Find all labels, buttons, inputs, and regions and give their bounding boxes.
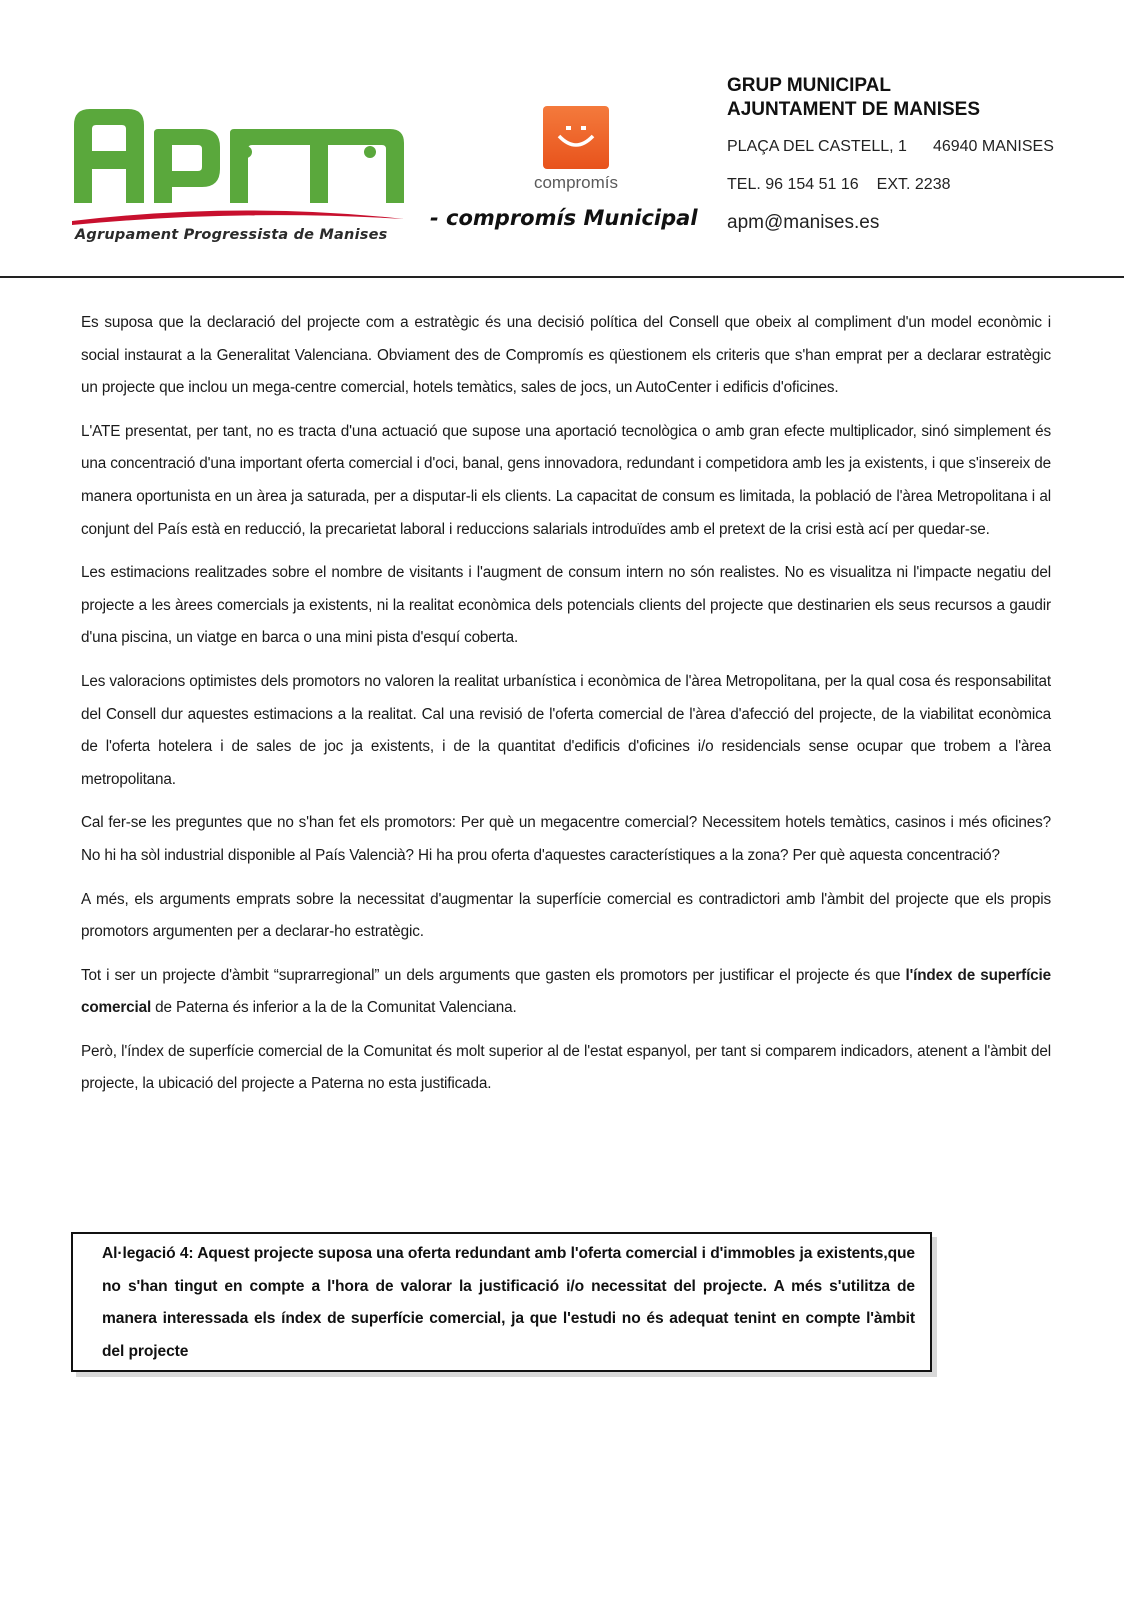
apm-logo	[70, 105, 415, 245]
group-name-line2: AJUNTAMENT DE MANISES	[727, 99, 980, 120]
paragraph-text: Tot i ser un projecte d'àmbit “suprarregional” un dels arguments que gasten els promotors per justificar el projecte és que	[81, 966, 906, 984]
apm-logo-graphic	[70, 105, 415, 230]
address-line	[727, 138, 1127, 156]
compromis-label: compromís	[533, 173, 619, 192]
group-name-line1: GRUP MUNICIPAL	[727, 75, 891, 96]
compromis-smile-icon	[543, 106, 609, 169]
phone-number: TEL. 96 154 51 16	[727, 176, 859, 193]
emphasis-text: l'índex de superfície comercial	[81, 966, 1051, 1017]
paragraph: A més, els arguments emprats sobre la necessitat d'augmentar la superfície comercial es contradictori amb l'àmbit del projecte que els propis promotors argumenten per a declarar-ho estratègic.	[81, 890, 1051, 941]
street-address: PLAÇA DEL CASTELL, 1	[727, 138, 907, 155]
paragraph	[81, 960, 1051, 1025]
phone-extension: EXT. 2238	[876, 176, 951, 193]
allegation-text: Al·legació 4: Aquest projecte suposa una oferta redundant amb l'oferta comercial i d'immobles ja existents,que no s'han tingut en compte a l'hora de valorar la justificació i/o necessitat del projecte. A més s'utilitza de manera interessada els índex de superfície comercial, ja que l'estudi no és adequat tenint en compte l'àmbit del projecte	[102, 1245, 915, 1360]
allegation-box	[71, 1232, 932, 1372]
paragraph: Les estimacions realitzades sobre el nombre de visitants i l'augment de consum intern no són realistes. No es visualitza ni l'impacte negatiu del projecte a les àrees comercials ja existents, ni la realitat econòmica dels potencials clients del projecte que destinarien els seus recursos a gaudir d'una piscina, un viatge en barca o una mini pista d'esquí coberta.	[81, 564, 1051, 647]
paragraph: Es suposa que la declaració del projecte com a estratègic és una decisió política del Consell que obeix al compliment d'un model econòmic i social instaurat a la Generalitat Valenciana. Obviament des de Compromís es qüestionem els criteris que s'han emprat per a declarar estratègic un projecte que inclou un mega-centre comercial, hotels temàtics, sales de jocs, un AutoCenter i edificis d'oficines.	[81, 314, 1051, 397]
paragraph-text: de Paterna és inferior a la de la Comunitat Valenciana.	[151, 999, 517, 1017]
paragraph: Però, l'índex de superfície comercial de la Comunitat és molt superior al de l'estat espanyol, per tant si comparem indicadors, atenent a l'àmbit del projecte, la ubicació del projecte a Paterna no esta justificada.	[81, 1042, 1051, 1093]
compromis-municipal-title: - compromís Municipal	[430, 206, 698, 230]
paragraph: L'ATE presentat, per tant, no es tracta d'una actuació que supose una aportació tecnològica o amb gran efecte multiplicador, sinó simplement és una concentració d'una important oferta comercial i d'oci, banal, gens innovadora, redundant i competidora amb les ja existents, i que s'insereix de manera oportunista en un àrea ja saturada, per a disputar-li els clients. La capacitat de consum es limitada, la població de l'àrea Metropolitana i al conjunt del País està en reducció, la precarietat laboral i reduccions salarials introduïdes amb el pretext de la crisi està ací per quedar-se.	[81, 422, 1051, 538]
paragraph: Cal fer-se les preguntes que no s'han fet els promotors: Per què un megacentre comercial? Necessitem hotels temàtics, casinos i més oficines? No hi ha sòl industrial disponible al País Valencià? Hi ha prou oferta d'aquestes característiques a la zona? Per què aquesta concentració?	[81, 814, 1051, 864]
phone-line	[727, 176, 1127, 194]
document-body	[81, 307, 1051, 1112]
email-address: apm@manises.es	[727, 212, 880, 233]
contact-block	[727, 74, 1127, 234]
letterhead	[0, 0, 1131, 280]
compromis-logo	[528, 106, 624, 196]
paragraph: Les valoracions optimistes dels promotors no valoren la realitat urbanística i econòmica de l'àrea Metropolitana, per la qual cosa és responsabilitat del Consell dur aquestes estimacions a la realitat. Cal una revisió de l'oferta comercial de l'àrea d'afecció del projecte, de la viabilitat econòmica de l'oferta hotelera i de sales de joc ja existents, i de la quantitat d'edificis d'oficines i/o residencials sense ocupar que trobem a l'àrea metropolitana.	[81, 672, 1051, 788]
postal-code-city: 46940 MANISES	[932, 138, 1054, 155]
header-divider	[0, 276, 1124, 278]
apm-tagline: Agrupament Progressista de Manises	[75, 227, 388, 243]
